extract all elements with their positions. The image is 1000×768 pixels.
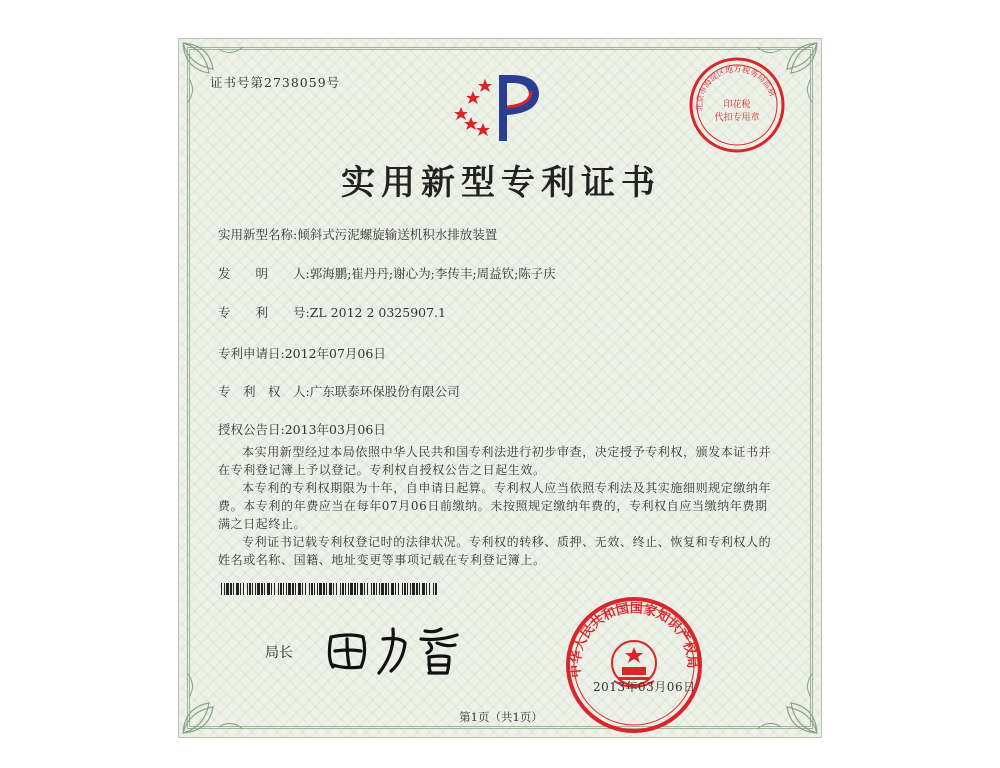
director-signature bbox=[317, 619, 487, 677]
tax-stamp-line1: 印花税 bbox=[723, 100, 751, 110]
seal-date: 2013年03月06日 bbox=[593, 680, 696, 694]
tax-stamp-line2: 代扣专用章 bbox=[714, 113, 760, 123]
body-paragraph: 专利证书记载专利权登记时的法律状况。专利权的转移、质押、无效、终止、恢复和专利权人的姓名或名称、国籍、地址变更等事项记载在专利登记簿上。 bbox=[218, 535, 772, 567]
barcode-icon bbox=[221, 583, 439, 595]
field-filing-date bbox=[218, 344, 386, 362]
corner-ornament bbox=[751, 667, 821, 737]
field-label: 专利申请日: bbox=[218, 346, 285, 361]
field-label: 发 明 人: bbox=[218, 266, 310, 281]
field-label: 专 利 权 人: bbox=[218, 384, 310, 399]
body-paragraph: 本实用新型经过本局依照中华人民共和国专利法进行初步审查，决定授予专利权，颁发本证书并在专利登记簿上予以登记。专利权自授权公告之日起生效。 bbox=[218, 445, 772, 477]
seal-text: 中华人民共和国国家知识产权局 bbox=[568, 601, 700, 679]
field-value: 2013年03月06日 bbox=[284, 422, 386, 437]
field-value: 2012年07月06日 bbox=[284, 346, 386, 361]
corner-ornament bbox=[179, 667, 249, 737]
field-value: 倾斜式污泥螺旋输送机积水排放装置 bbox=[297, 227, 498, 242]
field-patent-number bbox=[218, 303, 446, 321]
field-label: 专 利 号: bbox=[218, 305, 310, 320]
director-label: 局长 bbox=[265, 645, 293, 661]
field-value: 广东联泰环保股份有限公司 bbox=[309, 384, 460, 399]
certificate-body bbox=[218, 443, 778, 569]
patent-office-logo-icon bbox=[441, 67, 561, 147]
field-patentee bbox=[218, 382, 460, 400]
field-value: ZL 2012 2 0325907.1 bbox=[309, 305, 446, 320]
field-inventors bbox=[218, 264, 556, 282]
page-footer: 第1页（共1页） bbox=[459, 710, 543, 724]
certificate-number: 证书号第2738059号 bbox=[210, 75, 341, 90]
tax-stamp-outer-text: 北京市海淀区地方税务局监制 bbox=[694, 64, 778, 112]
field-utility-model-name bbox=[218, 225, 497, 243]
field-value: 郭海鹏;崔丹丹;谢心为;李传丰;周益钦;陈子庆 bbox=[309, 266, 556, 281]
field-grant-date bbox=[218, 420, 386, 438]
patent-certificate bbox=[178, 38, 822, 738]
tax-stamp bbox=[687, 55, 787, 155]
field-label: 实用新型名称: bbox=[218, 227, 298, 242]
field-label: 授权公告日: bbox=[218, 422, 285, 437]
body-paragraph: 本专利的专利权期限为十年，自申请日起算。专利权人应当依照专利法及其实施细则规定缴纳年费。本专利的年费应当在每年07月06日前缴纳。未按照规定缴纳年费的，专利权自应当缴纳年费期满之日起终止。 bbox=[218, 481, 772, 531]
certificate-title: 实用新型专利证书 bbox=[341, 163, 661, 203]
